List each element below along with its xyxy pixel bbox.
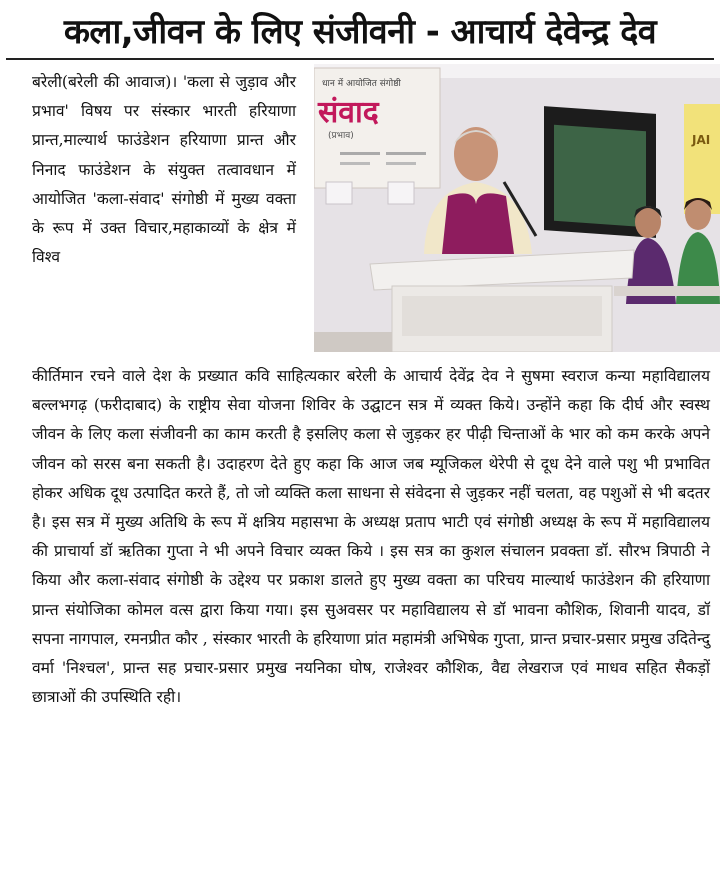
podium-panel bbox=[402, 296, 602, 336]
banner-line-a bbox=[340, 152, 380, 155]
article-intro-text: बरेली(बरेली की आवाज)। 'कला से जुड़ाव और प्रभाव' विषय पर संस्कार भारती हरियाणा प्रान्त,माल्यार्थ फाउंडेशन हरियाणा प्रान्त और निनाद फाउंडेशन के संयुक्त तत्वावधान में आयोजित 'कला-संवाद' संगोष्ठी में मुख्य वक्ता के रूप में उक्त विचार,महाकाव्यों के क्षेत्र में विश्व bbox=[32, 73, 296, 267]
article-body-column bbox=[32, 362, 710, 712]
headline-rule bbox=[6, 58, 714, 60]
banner-title: संवाद bbox=[318, 95, 379, 130]
article-intro-column bbox=[32, 68, 296, 272]
article-headline: कला,जीवन के लिए संजीवनी - आचार्य देवेन्द्र देव bbox=[63, 12, 657, 52]
event-photo-scene bbox=[314, 64, 720, 352]
table-top bbox=[614, 286, 720, 296]
banner-line-c bbox=[340, 162, 370, 165]
event-photo bbox=[314, 64, 720, 352]
floor bbox=[314, 332, 392, 352]
speaker-head bbox=[454, 127, 498, 181]
banner-line1: धान में आयोजित संगोष्ठी bbox=[322, 79, 401, 89]
notice-board bbox=[684, 104, 720, 214]
banner-line-d bbox=[386, 162, 416, 165]
speaker-vest bbox=[442, 193, 514, 254]
switch-panel bbox=[326, 182, 352, 204]
article-body-text: कीर्तिमान रचने वाले देश के प्रख्यात कवि साहित्यकार बरेली के आचार्य देवेंद्र देव ने सुषमा स्वराज कन्या महाविद्यालय बल्लभगढ़ (फरीदाबाद) के राष्ट्रीय सेवा योजना शिविर के उद्घाटन सत्र में व्यक्त किये। उन्होंने कहा कि दीर्घ और स्वस्थ जीवन के लिए कला संजीवनी का काम करती है इसलिए कला से जुड़कर हर पीढ़ी चिन्ताओं के भार को कम करके अपने जीवन को सरस बना सकती है। उदाहरण देते हुए कहा कि आज जब म्यूजिकल थेरेपी से दूध देने वाले पशु भी प्रभावित होकर अधिक दूध उत्पादित करते हैं, तो जो व्यक्ति कला साधना से संवेदना से जुड़कर नहीं चलता, वह पशुओं से भी बदतर है। इस सत्र में मुख्य अतिथि के रूप में क्षत्रिय महासभा के अध्यक्ष प्रताप भाटी एवं संगोष्ठी अध्यक्ष के रूप में महाविद्यालय की प्राचार्या डॉ ऋतिका गुप्ता ने भी अपने विचार व्यक्त किये । इस सत्र का कुशल संचालन प्रवक्ता डॉ. सौरभ त्रिपाठी ने किया और कला-संवाद संगोष्ठी के उद्देश्य पर प्रकाश डालते हुए मुख्य वक्ता का परिचय माल्यार्थ फाउंडेशन की हरियाणा प्रान्त संयोजिका कोमल वत्स द्वारा किया गया। इस सुअवसर पर महाविद्यालय से डॉ भावना कौशिक, शिवानी यादव, डॉ सपना नागपाल, रमनप्रीत कौर , संस्कार भारती के हरियाणा प्रांत महामंत्री अभिषेक गुप्ता, प्रान्त प्रचार-प्रसार प्रमुख उदितेन्दु वर्मा 'निश्चल', प्रान्त सह प्रचार-प्रसार प्रमुख नयनिका घोष, राजेश्वर कौशिक, वैद्य लेखराज एवं माधव सहित सैकड़ों छात्राओं की उपस्थिति रही। bbox=[32, 367, 710, 707]
switch-panel-2 bbox=[388, 182, 414, 204]
banner-line-b bbox=[386, 152, 426, 155]
banner-sub: (प्रभाव) bbox=[328, 131, 354, 141]
tv-screen-glow bbox=[554, 125, 646, 227]
board-text: JAI bbox=[692, 133, 711, 147]
